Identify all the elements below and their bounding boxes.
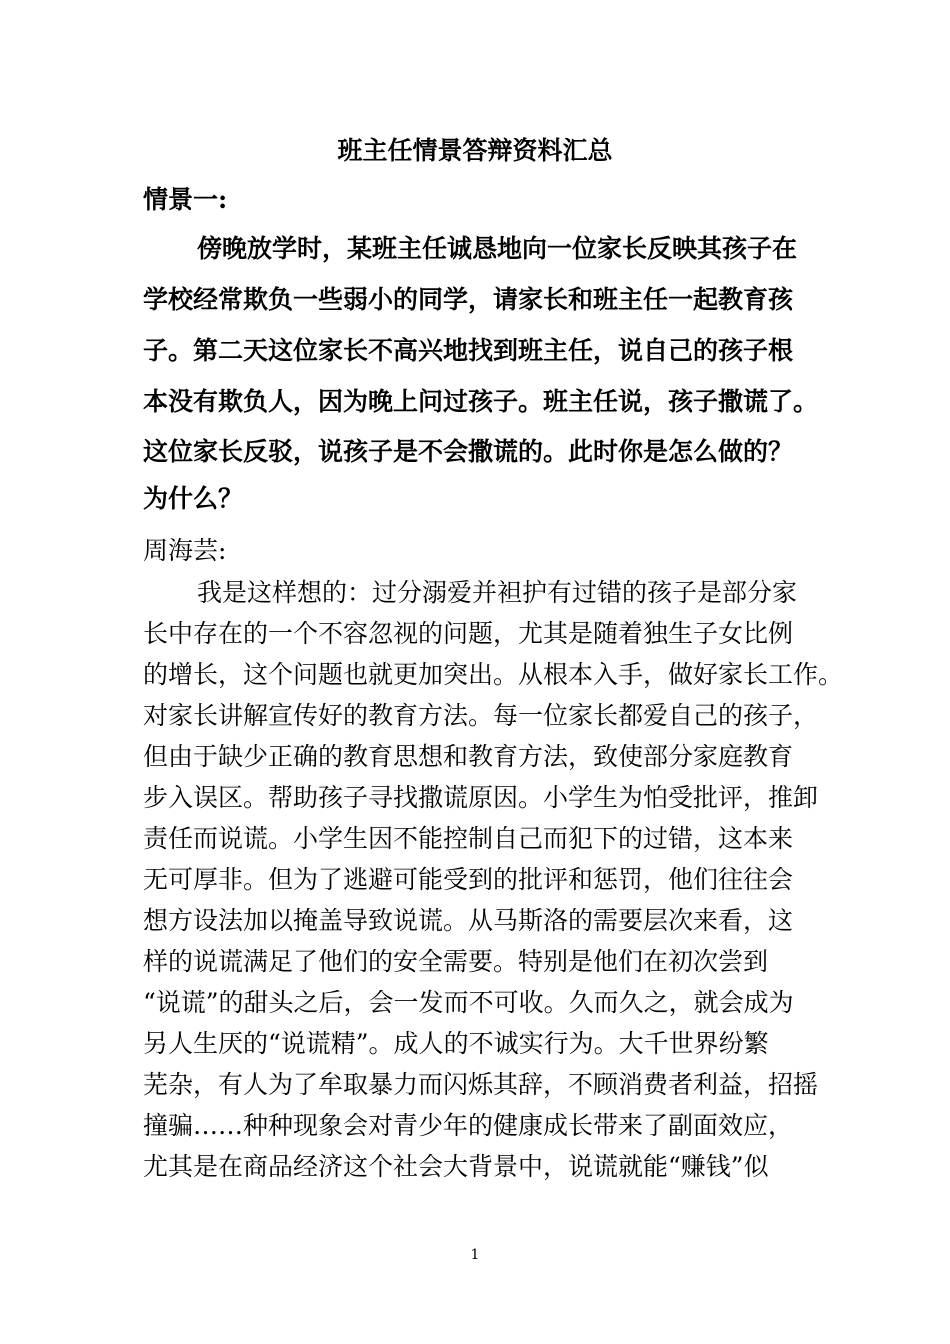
scenario-heading: 情景一: (143, 185, 228, 214)
document-title: 班主任情景答辩资料汇总 (337, 136, 613, 165)
answer-line: 长中存在的一个不容忽视的问题，尤其是随着独生子女比例 (143, 619, 794, 648)
page-number: 1 (470, 1247, 480, 1263)
answer-line: 无可厚非。但为了逃避可能受到的批评和惩罚，他们往往会 (143, 865, 794, 894)
answer-line: 芜杂，有人为了牟取暴力而闪烁其辞，不顾消费者利益，招摇 (143, 1070, 819, 1099)
respondent-name: 周海芸: (143, 536, 227, 565)
answer-line: “说谎”的甜头之后，会一发而不可收。久而久之，就会成为 (143, 988, 794, 1017)
answer-line: 想方设法加以掩盖导致说谎。从马斯洛的需要层次来看，这 (143, 906, 794, 935)
scenario-line: 傍晚放学时，某班主任诚恳地向一位家长反映其孩子在 (197, 234, 798, 263)
answer-line: 步入误区。帮助孩子寻找撒谎原因。小学生为怕受批评，推卸 (143, 783, 819, 812)
answer-line: 另人生厌的“说谎精”。成人的不诚实行为。大千世界纷繁 (143, 1029, 769, 1058)
answer-line: 的增长，这个问题也就更加突出。从根本入手，做好家长工作。 (143, 660, 844, 689)
scenario-line: 本没有欺负人，因为晚上问过孩子。班主任说，孩子撒谎了。 (143, 387, 819, 416)
scenario-line: 这位家长反驳，说孩子是不会撒谎的。此时你是怎么做的？ (143, 437, 794, 466)
scenario-line: 学校经常欺负一些弱小的同学，请家长和班主任一起教育孩 (143, 285, 794, 314)
scenario-line: 子。第二天这位家长不高兴地找到班主任，说自己的孩子根 (143, 336, 794, 365)
answer-line: 撞骗……种种现象会对青少年的健康成长带来了副面效应， (143, 1111, 794, 1140)
answer-line: 但由于缺少正确的教育思想和教育方法，致使部分家庭教育 (143, 742, 794, 771)
answer-line: 尤其是在商品经济这个社会大背景中，说谎就能“赚钱”似 (143, 1152, 769, 1181)
answer-line: 样的说谎满足了他们的安全需要。特别是他们在初次尝到 (143, 947, 769, 976)
answer-line: 责任而说谎。小学生因不能控制自己而犯下的过错，这本来 (143, 824, 794, 853)
answer-line: 我是这样想的：过分溺爱并袒护有过错的孩子是部分家 (197, 578, 798, 607)
scenario-line: 为什么？ (143, 484, 244, 513)
answer-line: 对家长讲解宣传好的教育方法。每一位家长都爱自己的孩子， (143, 701, 819, 730)
